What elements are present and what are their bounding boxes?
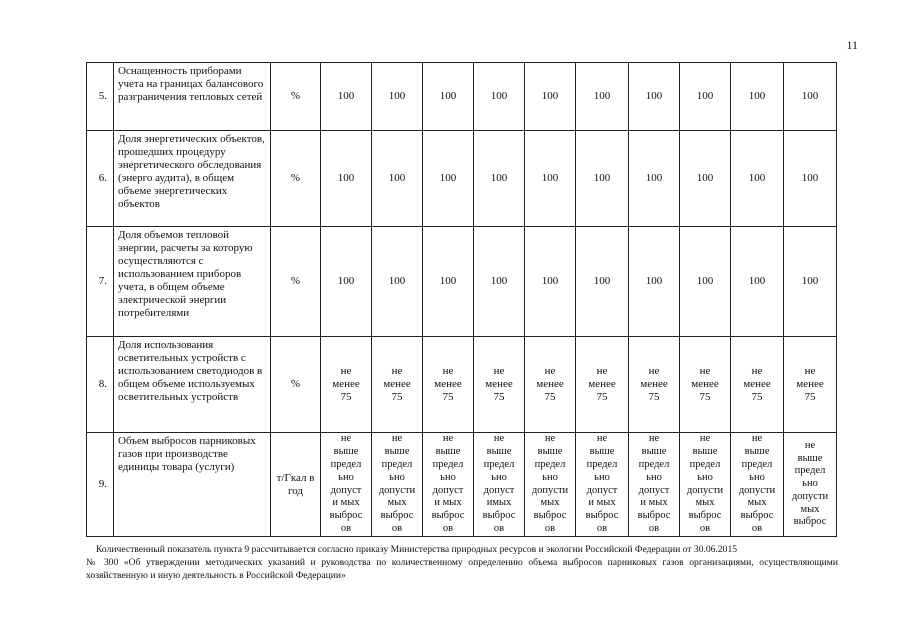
value-cell: 100: [629, 131, 680, 227]
table-row: [87, 337, 837, 433]
value-cell: 100: [321, 63, 372, 131]
indicator-name: Доля объемов тепловой энергии, расчеты за которую осуществляются с использованием приборов учета, в общем объеме электрической энергии потребителями: [114, 227, 271, 337]
page-number: 11: [846, 38, 858, 52]
value-cell: 100: [474, 63, 525, 131]
unit-cell: %: [271, 131, 321, 227]
value-cell: 100: [629, 227, 680, 337]
value-cell: не менее 75: [629, 337, 680, 433]
footnote-line-2: № 300 «Об утверждении методических указаний и руководства по количественному определению объема выбросов парниковых газов организациями, осуществляющими хозяйственную и иную деятельность в Российской Федерации»: [86, 557, 838, 581]
value-cell: 100: [423, 131, 474, 227]
value-cell: 100: [680, 227, 731, 337]
value-cell: 100: [784, 63, 837, 131]
footnote: [86, 543, 838, 582]
value-cell: 100: [784, 227, 837, 337]
value-cell: 100: [680, 131, 731, 227]
value-cell: не менее 75: [321, 337, 372, 433]
value-cell: не менее 75: [784, 337, 837, 433]
value-cell: 100: [372, 63, 423, 131]
value-cell: не выше предел ьно допусти мых выброс: [784, 433, 837, 537]
value-cell: 100: [474, 227, 525, 337]
value-cell: не выше предел ьно допусти мых выброс ов: [680, 433, 731, 537]
value-cell: не менее 75: [576, 337, 629, 433]
indicator-name: Объем выбросов парниковых газов при производстве единицы товара (услуги): [114, 433, 271, 537]
value-cell: не менее 75: [680, 337, 731, 433]
value-cell: не выше предел ьно допуст и мых выброс ов: [629, 433, 680, 537]
value-cell: 100: [525, 227, 576, 337]
footnote-line-1: Количественный показатель пункта 9 рассчитывается согласно приказу Министерства природных ресурсов и экологии Российской Федерации от 30.06.2015: [96, 544, 738, 555]
value-cell: 100: [423, 227, 474, 337]
value-cell: 100: [576, 131, 629, 227]
value-cell: 100: [321, 227, 372, 337]
row-number: 5.: [87, 63, 114, 131]
value-cell: 100: [372, 227, 423, 337]
unit-cell: %: [271, 337, 321, 433]
indicator-name: Оснащенность приборами учета на границах балансового разграничения тепловых сетей: [114, 63, 271, 131]
value-cell: не менее 75: [525, 337, 576, 433]
indicator-name: Доля использования осветительных устройств с использованием светодиодов в общем объеме используемых осветительных устройств: [114, 337, 271, 433]
table-body: [87, 63, 837, 537]
row-number: 7.: [87, 227, 114, 337]
value-cell: 100: [474, 131, 525, 227]
unit-cell: %: [271, 227, 321, 337]
row-number: 9.: [87, 433, 114, 537]
value-cell: 100: [680, 63, 731, 131]
value-cell: 100: [525, 63, 576, 131]
row-number: 6.: [87, 131, 114, 227]
value-cell: не выше предел ьно допуст имых выброс ов: [474, 433, 525, 537]
value-cell: не выше предел ьно допусти мых выброс ов: [525, 433, 576, 537]
table-row: [87, 63, 837, 131]
value-cell: не выше предел ьно допуст и мых выброс ов: [321, 433, 372, 537]
value-cell: не выше предел ьно допусти мых выброс ов: [731, 433, 784, 537]
indicators-table: [86, 62, 837, 537]
value-cell: не менее 75: [474, 337, 525, 433]
indicator-name: Доля энергетических объектов, прошедших процедуру энергетического обследования (энерго аудита), в общем объеме энергетических объектов: [114, 131, 271, 227]
value-cell: не выше предел ьно допусти мых выброс ов: [372, 433, 423, 537]
value-cell: не выше предел ьно допуст и мых выброс ов: [576, 433, 629, 537]
value-cell: не выше предел ьно допуст и мых выброс ов: [423, 433, 474, 537]
value-cell: 100: [731, 63, 784, 131]
value-cell: 100: [731, 131, 784, 227]
value-cell: 100: [784, 131, 837, 227]
value-cell: не менее 75: [731, 337, 784, 433]
value-cell: не менее 75: [423, 337, 474, 433]
value-cell: 100: [321, 131, 372, 227]
value-cell: не менее 75: [372, 337, 423, 433]
value-cell: 100: [629, 63, 680, 131]
table-row: [87, 433, 837, 537]
row-number: 8.: [87, 337, 114, 433]
unit-cell: т/Гкал в год: [271, 433, 321, 537]
table-row: [87, 227, 837, 337]
value-cell: 100: [576, 227, 629, 337]
value-cell: 100: [525, 131, 576, 227]
unit-cell: %: [271, 63, 321, 131]
table-row: [87, 131, 837, 227]
value-cell: 100: [576, 63, 629, 131]
value-cell: 100: [372, 131, 423, 227]
value-cell: 100: [423, 63, 474, 131]
value-cell: 100: [731, 227, 784, 337]
